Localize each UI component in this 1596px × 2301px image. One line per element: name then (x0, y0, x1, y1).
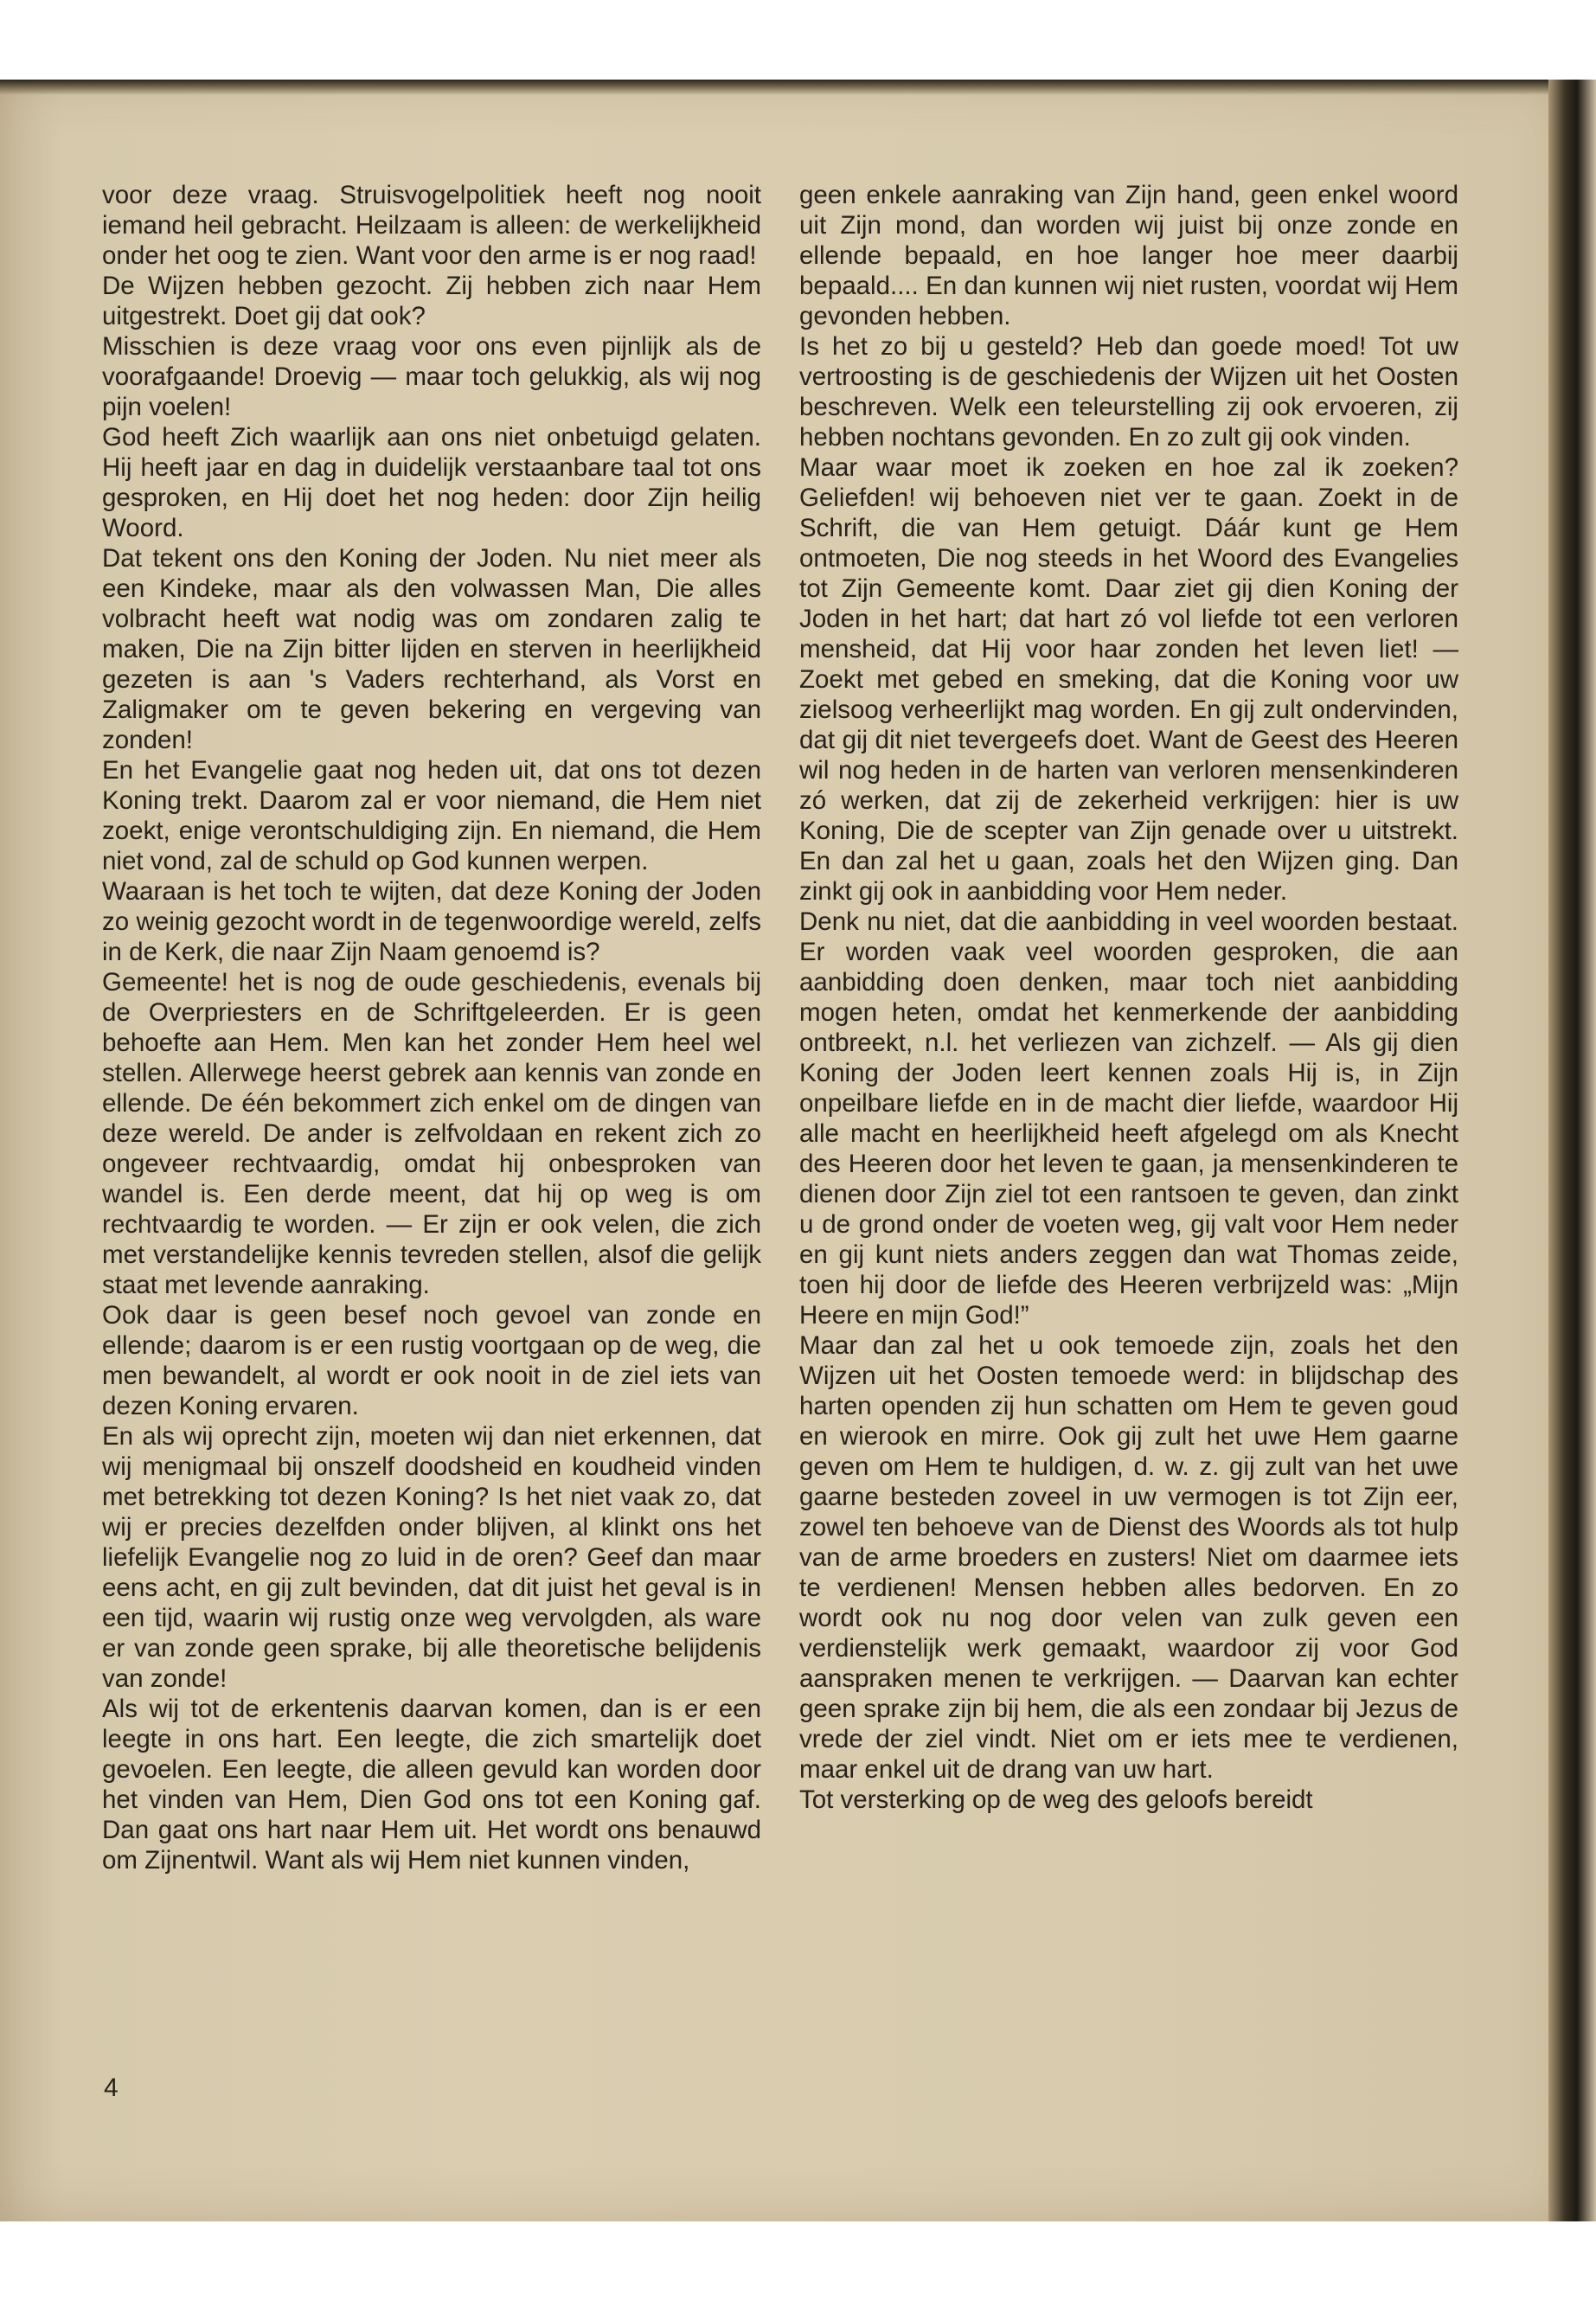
paragraph: Denk nu niet, dat die aanbidding in veel woorden bestaat. Er worden vaak veel woorden gesproken, die aan aanbidding doen denken, maar toch niet aanbidding mogen heten, omdat het kenmerkende der aanbidding ontbreekt, n.l. het verliezen van zichzelf. — Als gij dien Koning der Joden leert kennen zoals Hij is, in Zijn onpeilbare liefde en in de macht dier liefde, waardoor Hij alle macht en heerlijkheid heeft afgelegd om als Knecht des Heeren door het leven te gaan, ja mensenkinderen te dienen door Zijn ziel tot een rantsoen te geven, dan zinkt u de grond onder de voeten weg, gij valt voor Hem neder en gij kunt niets anders zeggen dan wat Thomas zeide, toen hij door de liefde des Heeren verbrijzeld was: „Mijn Heere en mijn God!” (799, 907, 1458, 1330)
paragraph: Als wij tot de erkentenis daarvan komen, dan is er een leegte in ons hart. Een leegte, die zich smartelijk doet gevoelen. Een leegte, die alleen gevuld kan worden door het vinden van Hem, Dien God ons tot een Koning gaf. Dan gaat ons hart naar Hem uit. Het wordt ons benauwd om Zijnentwil. Want als wij Hem niet kunnen vinden, (102, 1695, 761, 1875)
scan-bottom-margin (0, 2221, 1596, 2301)
book-spine (1548, 80, 1596, 2221)
paragraph: voor deze vraag. Struisvogelpolitiek heeft nog nooit iemand heil gebracht. Heilzaam is alleen: de werkelijkheid onder het oog te zien. Want voor den arme is er nog raad! (102, 181, 761, 270)
paragraph: Dat tekent ons den Koning der Joden. Nu niet meer als een Kindeke, maar als den volwassen Man, Die alles volbracht heeft wat nodig was om zondaren zalig te maken, Die na Zijn bitter lijden en sterven in heerlijkheid gezeten is aan 's Vaders rechterhand, als Vorst en Zaligmaker om te geven bekering en vergeving van zonden! (102, 544, 761, 754)
paragraph: Maar dan zal het u ook temoede zijn, zoals het den Wijzen uit het Oosten temoede werd: in blijdschap des harten openden zij hun schatten om Hem te geven goud en wierook en mirre. Ook gij zult het uwe Hem gaarne geven om Hem te huldigen, d. w. z. gij zult van het uwe gaarne besteden zoveel in uw vermogen is tot Zijn eer, zowel ten behoeve van de Dienst des Woords als tot hulp van de arme broeders en zusters! Niet om daarmee iets te verdienen! Mensen hebben alles bedorven. En zo wordt ook nu nog door velen van zulk geven een verdienstelijk werk gemaakt, waardoor zij voor God aanspraken menen te verkrijgen. — Daarvan kan echter geen sprake zijn bij hem, die als een zondaar bij Jezus de vrede der ziel vindt. Niet om er iets mee te verdienen, maar enkel uit de drang van uw hart. (799, 1331, 1458, 1784)
scan-top-margin (0, 0, 1596, 80)
paragraph: Misschien is deze vraag voor ons even pijnlijk als de voorafgaande! Droevig — maar toch gelukkig, als wij nog pijn voelen! (102, 332, 761, 421)
right-text-column (799, 180, 1458, 1815)
paragraph: De Wijzen hebben gezocht. Zij hebben zich naar Hem uitgestrekt. Doet gij dat ook? (102, 272, 761, 330)
paragraph: Gemeente! het is nog de oude geschiedenis, evenals bij de Overpriesters en de Schriftgeleerden. Er is geen behoefte aan Hem. Men kan het zonder Hem heel wel stellen. Allerwege heerst gebrek aan kennis van zonde en ellende. De één bekommert zich enkel om de dingen van deze wereld. De ander is zelfvoldaan en rekent zich zo ongeveer rechtvaardig, omdat hij onbesproken van wandel is. Een derde meent, dat hij op weg is om rechtvaardig te worden. — Er zijn er ook velen, die zich met verstandelijke kennis tevreden stellen, alsof die gelijk staat met levende aanraking. (102, 968, 761, 1299)
paragraph: Waaraan is het toch te wijten, dat deze Koning der Joden zo weinig gezocht wordt in de tegenwoordige wereld, zelfs in de Kerk, die naar Zijn Naam genoemd is? (102, 877, 761, 966)
paragraph: God heeft Zich waarlijk aan ons niet onbetuigd gelaten. Hij heeft jaar en dag in duidelijk verstaanbare taal tot ons gesproken, en Hij doet het nog heden: door Zijn heilig Woord. (102, 423, 761, 542)
paragraph: Maar waar moet ik zoeken en hoe zal ik zoeken? Geliefden! wij behoeven niet ver te gaan. Zoekt in de Schrift, die van Hem getuigt. Dáár kunt ge Hem ontmoeten, Die nog steeds in het Woord des Evangelies tot Zijn Gemeente komt. Daar ziet gij dien Koning der Joden in het hart; dat hart zó vol liefde tot een verloren mensheid, dat Hij voor haar zonden het leven liet! — Zoekt met gebed en smeking, dat die Koning voor uw zielsoog verheerlijkt mag worden. En gij zult ondervinden, dat gij dit niet tevergeefs doet. Want de Geest des Heeren wil nog heden in de harten van verloren mensenkinderen zó werken, dat zij de zekerheid verkrijgen: hier is uw Koning, Die de scepter van Zijn genade over u uitstrekt. En dan zal het u gaan, zoals het den Wijzen ging. Dan zinkt gij ook in aanbidding voor Hem neder. (799, 453, 1458, 906)
page-top-edge-shadow (0, 80, 1567, 95)
paragraph: geen enkele aanraking van Zijn hand, geen enkel woord uit Zijn mond, dan worden wij juist bij onze zonde en ellende bepaald, en hoe langer hoe meer daarbij bepaald.... En dan kunnen wij niet rusten, voordat wij Hem gevonden hebben. (799, 181, 1458, 330)
paragraph: Tot versterking op de weg des geloofs bereidt (799, 1785, 1313, 1814)
paragraph: En het Evangelie gaat nog heden uit, dat ons tot dezen Koning trekt. Daarom zal er voor niemand, die Hem niet zoekt, enige verontschuldiging zijn. En niemand, die Hem niet vond, zal de schuld op God kunnen werpen. (102, 756, 761, 875)
paragraph: Ook daar is geen besef noch gevoel van zonde en ellende; daarom is er een rustig voortgaan op de weg, die men bewandelt, al wordt er ook nooit in de ziel iets van dezen Koning ervaren. (102, 1301, 761, 1420)
paragraph: En als wij oprecht zijn, moeten wij dan niet erkennen, dat wij menigmaal bij onszelf doodsheid en koudheid vinden met betrekking tot dezen Koning? Is het niet vaak zo, dat wij er precies dezelfden onder blijven, al klinkt ons het liefelijk Evangelie nog zo luid in de oren? Geef dan maar eens acht, en gij zult bevinden, dat dit juist het geval is in een tijd, waarin wij rustig onze weg vervolgden, als ware er van zonde geen sprake, bij alle theoretische belijdenis van zonde! (102, 1422, 761, 1693)
paragraph: Is het zo bij u gesteld? Heb dan goede moed! Tot uw vertroosting is de geschiedenis der Wijzen uit het Oosten beschreven. Welk een teleurstelling zij ook ervoeren, zij hebben nochtans gevonden. En zo zult gij ook vinden. (799, 332, 1458, 452)
left-text-column (102, 180, 761, 1875)
page-number: 4 (104, 2073, 119, 2102)
